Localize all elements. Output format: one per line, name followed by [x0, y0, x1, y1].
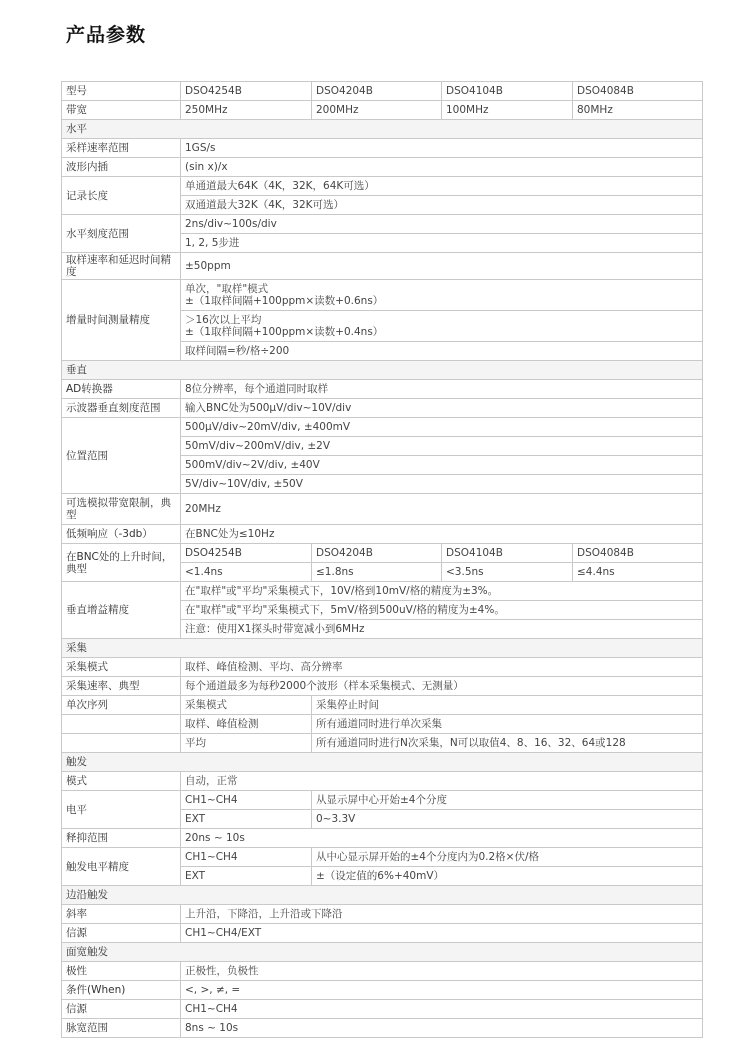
cell: 输入BNC处为500μV/div~10V/div — [181, 399, 703, 418]
cell: 在"取样"或"平均"采集模式下，5mV/格到500uV/格的精度为±4%。 — [181, 601, 703, 620]
cell-line: ±（1取样间隔+100ppm×读数+0.6ns） — [185, 295, 384, 307]
cell: <3.5ns — [442, 563, 573, 582]
row-label: 取样速率和延迟时间精度 — [62, 253, 181, 280]
cell: 采集模式 — [181, 696, 312, 715]
cell: DSO4084B — [573, 82, 703, 101]
cell: CH1~CH4/EXT — [181, 924, 703, 943]
row-label: 增量时间测量精度 — [62, 280, 181, 361]
cell: 取样、峰值检测、平均、高分辨率 — [181, 658, 703, 677]
table-row — [62, 1019, 703, 1038]
cell: 从中心显示屏开始的±4个分度内为0.2格×伏/格 — [312, 848, 703, 867]
cell: <1.4ns — [181, 563, 312, 582]
cell: 8位分辨率，每个通道同时取样 — [181, 380, 703, 399]
row-label: 单次序列 — [62, 696, 181, 715]
cell: CH1~CH4 — [181, 791, 312, 810]
cell: ≤4.4ns — [573, 563, 703, 582]
table-row — [62, 158, 703, 177]
cell: DSO4104B — [442, 82, 573, 101]
row-label: 位置范围 — [62, 418, 181, 494]
section-header: 水平 — [62, 120, 703, 139]
table-row — [62, 177, 703, 196]
section-header: 边沿触发 — [62, 886, 703, 905]
table-row — [62, 715, 703, 734]
row-label: 记录长度 — [62, 177, 181, 215]
section-row — [62, 120, 703, 139]
cell: 0~3.3V — [312, 810, 703, 829]
row-label: 斜率 — [62, 905, 181, 924]
row-label: 信源 — [62, 1000, 181, 1019]
cell: 8ns ~ 10s — [181, 1019, 703, 1038]
row-label: AD转换器 — [62, 380, 181, 399]
table-row — [62, 399, 703, 418]
row-label: 可选模拟带宽限制，典型 — [62, 494, 181, 525]
table-row — [62, 139, 703, 158]
section-row — [62, 943, 703, 962]
cell: CH1~CH4 — [181, 1000, 703, 1019]
cell: 双通道最大32K（4K，32K可选） — [181, 196, 703, 215]
table-row — [62, 418, 703, 437]
table-row — [62, 280, 703, 311]
table-row — [62, 380, 703, 399]
cell — [181, 311, 703, 342]
cell: 自动，正常 — [181, 772, 703, 791]
cell: ≤1.8ns — [312, 563, 442, 582]
cell: 上升沿，下降沿，上升沿或下降沿 — [181, 905, 703, 924]
cell: DSO4084B — [573, 544, 703, 563]
table-row — [62, 696, 703, 715]
cell: 20ns ~ 10s — [181, 829, 703, 848]
cell: DSO4254B — [181, 544, 312, 563]
cell: 250MHz — [181, 101, 312, 120]
cell: 50mV/div~200mV/div, ±2V — [181, 437, 703, 456]
row-label — [62, 734, 181, 753]
table-row — [62, 1000, 703, 1019]
cell: <, >, ≠, = — [181, 981, 703, 1000]
cell: EXT — [181, 810, 312, 829]
table-row — [62, 677, 703, 696]
cell: 注意：使用X1探头时带宽减小到6MHz — [181, 620, 703, 639]
section-header: 面宽触发 — [62, 943, 703, 962]
cell: 1, 2, 5步进 — [181, 234, 703, 253]
row-label: 在BNC处的上升时间，典型 — [62, 544, 181, 582]
cell: (sin x)/x — [181, 158, 703, 177]
cell: 所有通道同时进行单次采集 — [312, 715, 703, 734]
cell: 5V/div~10V/div, ±50V — [181, 475, 703, 494]
section-header: 垂直 — [62, 361, 703, 380]
cell: 从显示屏中心开始±4个分度 — [312, 791, 703, 810]
cell: 每个通道最多为每秒2000个波形（样本采集模式、无测量） — [181, 677, 703, 696]
section-row — [62, 639, 703, 658]
row-label: 采集速率、典型 — [62, 677, 181, 696]
cell: 正极性，负极性 — [181, 962, 703, 981]
cell: 1GS/s — [181, 139, 703, 158]
table-row — [62, 544, 703, 563]
table-row — [62, 658, 703, 677]
table-row — [62, 829, 703, 848]
row-label: 带宽 — [62, 101, 181, 120]
cell: ±（设定值的6%+40mV） — [312, 867, 703, 886]
table-row — [62, 791, 703, 810]
cell: 在BNC处为≤10Hz — [181, 525, 703, 544]
table-row — [62, 962, 703, 981]
row-label: 型号 — [62, 82, 181, 101]
cell: 平均 — [181, 734, 312, 753]
table-row — [62, 494, 703, 525]
cell: 2ns/div~100s/div — [181, 215, 703, 234]
row-label — [62, 715, 181, 734]
section-row — [62, 753, 703, 772]
row-label: 脉宽范围 — [62, 1019, 181, 1038]
cell: 500μV/div~20mV/div, ±400mV — [181, 418, 703, 437]
row-label: 水平刻度范围 — [62, 215, 181, 253]
cell: 80MHz — [573, 101, 703, 120]
table-row — [62, 734, 703, 753]
cell: 取样、峰值检测 — [181, 715, 312, 734]
cell-line: ±（1取样间隔+100ppm×读数+0.4ns） — [185, 326, 384, 338]
cell: 500mV/div~2V/div, ±40V — [181, 456, 703, 475]
table-row — [62, 582, 703, 601]
cell-line: 单次，"取样"模式 — [185, 283, 269, 295]
cell: 20MHz — [181, 494, 703, 525]
cell — [181, 280, 703, 311]
cell: CH1~CH4 — [181, 848, 312, 867]
section-header: 触发 — [62, 753, 703, 772]
table-row — [62, 525, 703, 544]
table-row — [62, 101, 703, 120]
section-row — [62, 361, 703, 380]
page-title: 产品参数 — [66, 24, 147, 46]
table-row — [62, 253, 703, 280]
row-label: 垂直增益精度 — [62, 582, 181, 639]
cell: ±50ppm — [181, 253, 703, 280]
section-row — [62, 886, 703, 905]
cell: 在"取样"或"平均"采集模式下，10V/格到10mV/格的精度为±3%。 — [181, 582, 703, 601]
row-label: 采样速率范围 — [62, 139, 181, 158]
row-label: 信源 — [62, 924, 181, 943]
table-row — [62, 924, 703, 943]
spec-table — [61, 81, 703, 1038]
row-label: 极性 — [62, 962, 181, 981]
table-row — [62, 772, 703, 791]
cell: 所有通道同时进行N次采集，N可以取值4、8、16、32、64或128 — [312, 734, 703, 753]
table-row — [62, 82, 703, 101]
row-label: 示波器垂直刻度范围 — [62, 399, 181, 418]
row-label: 模式 — [62, 772, 181, 791]
cell: DSO4204B — [312, 82, 442, 101]
row-label: 释抑范围 — [62, 829, 181, 848]
table-row — [62, 848, 703, 867]
cell: 取样间隔=秒/格÷200 — [181, 342, 703, 361]
row-label: 触发电平精度 — [62, 848, 181, 886]
cell: 单通道最大64K（4K，32K，64K可选） — [181, 177, 703, 196]
cell: 采集停止时间 — [312, 696, 703, 715]
cell: 100MHz — [442, 101, 573, 120]
section-header: 采集 — [62, 639, 703, 658]
cell: DSO4104B — [442, 544, 573, 563]
cell-line: ＞16次以上平均 — [185, 314, 262, 326]
row-label: 低频响应（-3db） — [62, 525, 181, 544]
table-row — [62, 981, 703, 1000]
row-label: 条件(When) — [62, 981, 181, 1000]
table-row — [62, 905, 703, 924]
cell: 200MHz — [312, 101, 442, 120]
cell: DSO4204B — [312, 544, 442, 563]
cell: DSO4254B — [181, 82, 312, 101]
row-label: 采集模式 — [62, 658, 181, 677]
table-row — [62, 215, 703, 234]
row-label: 电平 — [62, 791, 181, 829]
cell: EXT — [181, 867, 312, 886]
row-label: 波形内插 — [62, 158, 181, 177]
